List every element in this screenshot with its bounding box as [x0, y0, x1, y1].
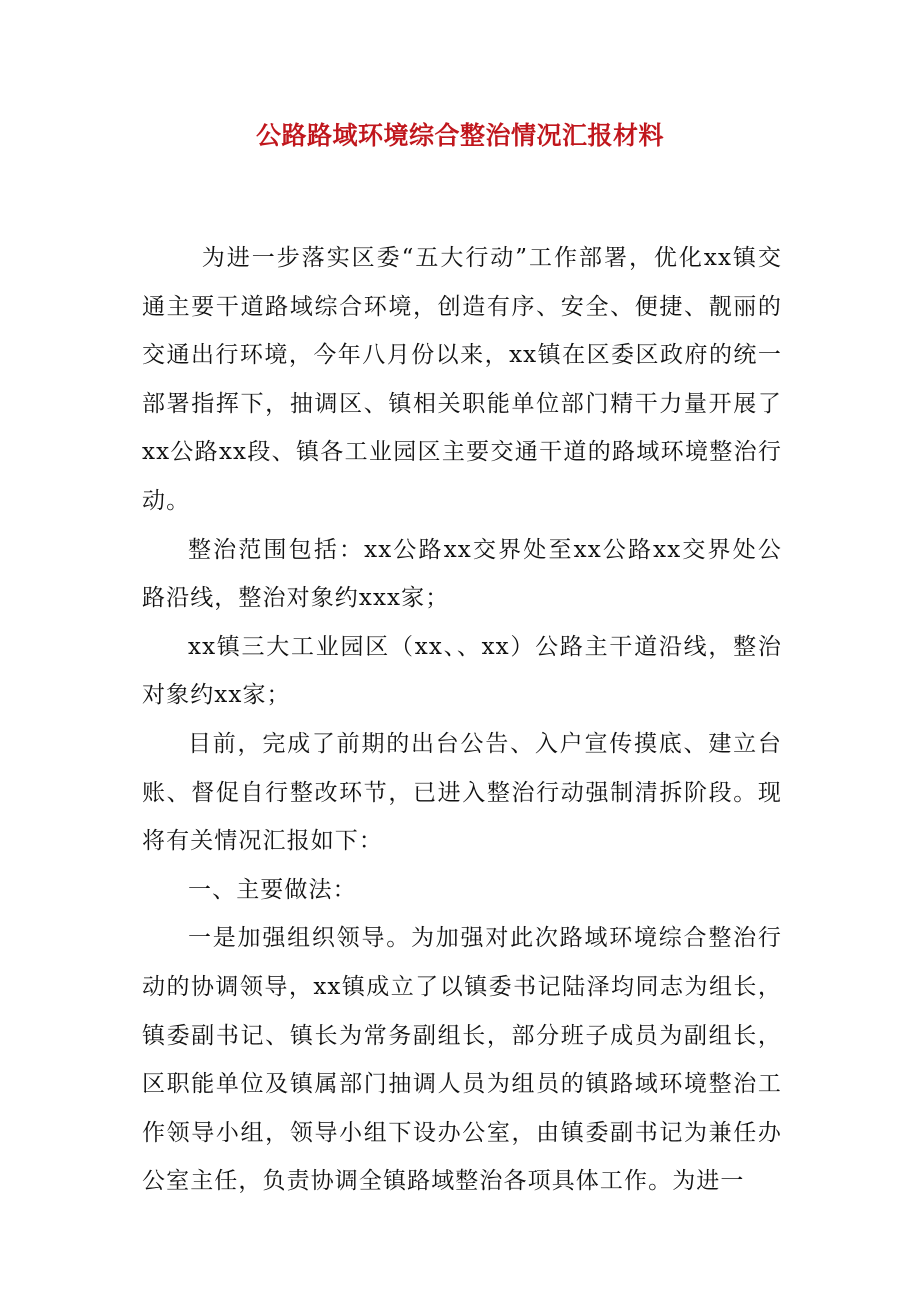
paragraph-intro: 为进一步落实区委“五大行动”工作部署，优化xx镇交通主要干道路域综合环境，创造有序、安全、便捷、靓丽的交通出行环境，今年八月份以来，xx镇在区委区政府的统一部署指挥下，抽调区、镇相关职能单位部门精干力量开展了xx公路xx段、镇各工业园区主要交通干道的路域环境整治行动。: [142, 245, 782, 514]
document-title: 公路路域环境综合整治情况汇报材料: [255, 121, 664, 150]
paragraph-scope: 整治范围包括：xx公路xx交界处至xx公路xx交界处公路沿线，整治对象约xxx家；: [142, 536, 782, 612]
paragraph-industrial-parks: xx镇三大工业园区（xx、、xx）公路主干道沿线，整治对象约xx家；: [142, 633, 782, 709]
section-heading-main-practices: 一、主要做法：: [188, 876, 357, 903]
document-body: [142, 234, 782, 1206]
paragraph-organization: 一是加强组织领导。为加强对此次路域环境综合整治行动的协调领导，xx镇成立了以镇委书记陆泽均同志为组长，镇委副书记、镇长为常务副组长，部分班子成员为副组长，区职能单位及镇属部门抽调人员为组员的镇路域环境整治工作领导小组，领导小组下设办公室，由镇委副书记为兼任办公室主任，负责协调全镇路域整治各项具体工作。为进一: [142, 925, 782, 1195]
paragraph-progress: 目前，完成了前期的出台公告、入户宣传摸底、建立台账、督促自行整改环节，已进入整治行动强制清拆阶段。现将有关情况汇报如下：: [142, 730, 782, 855]
